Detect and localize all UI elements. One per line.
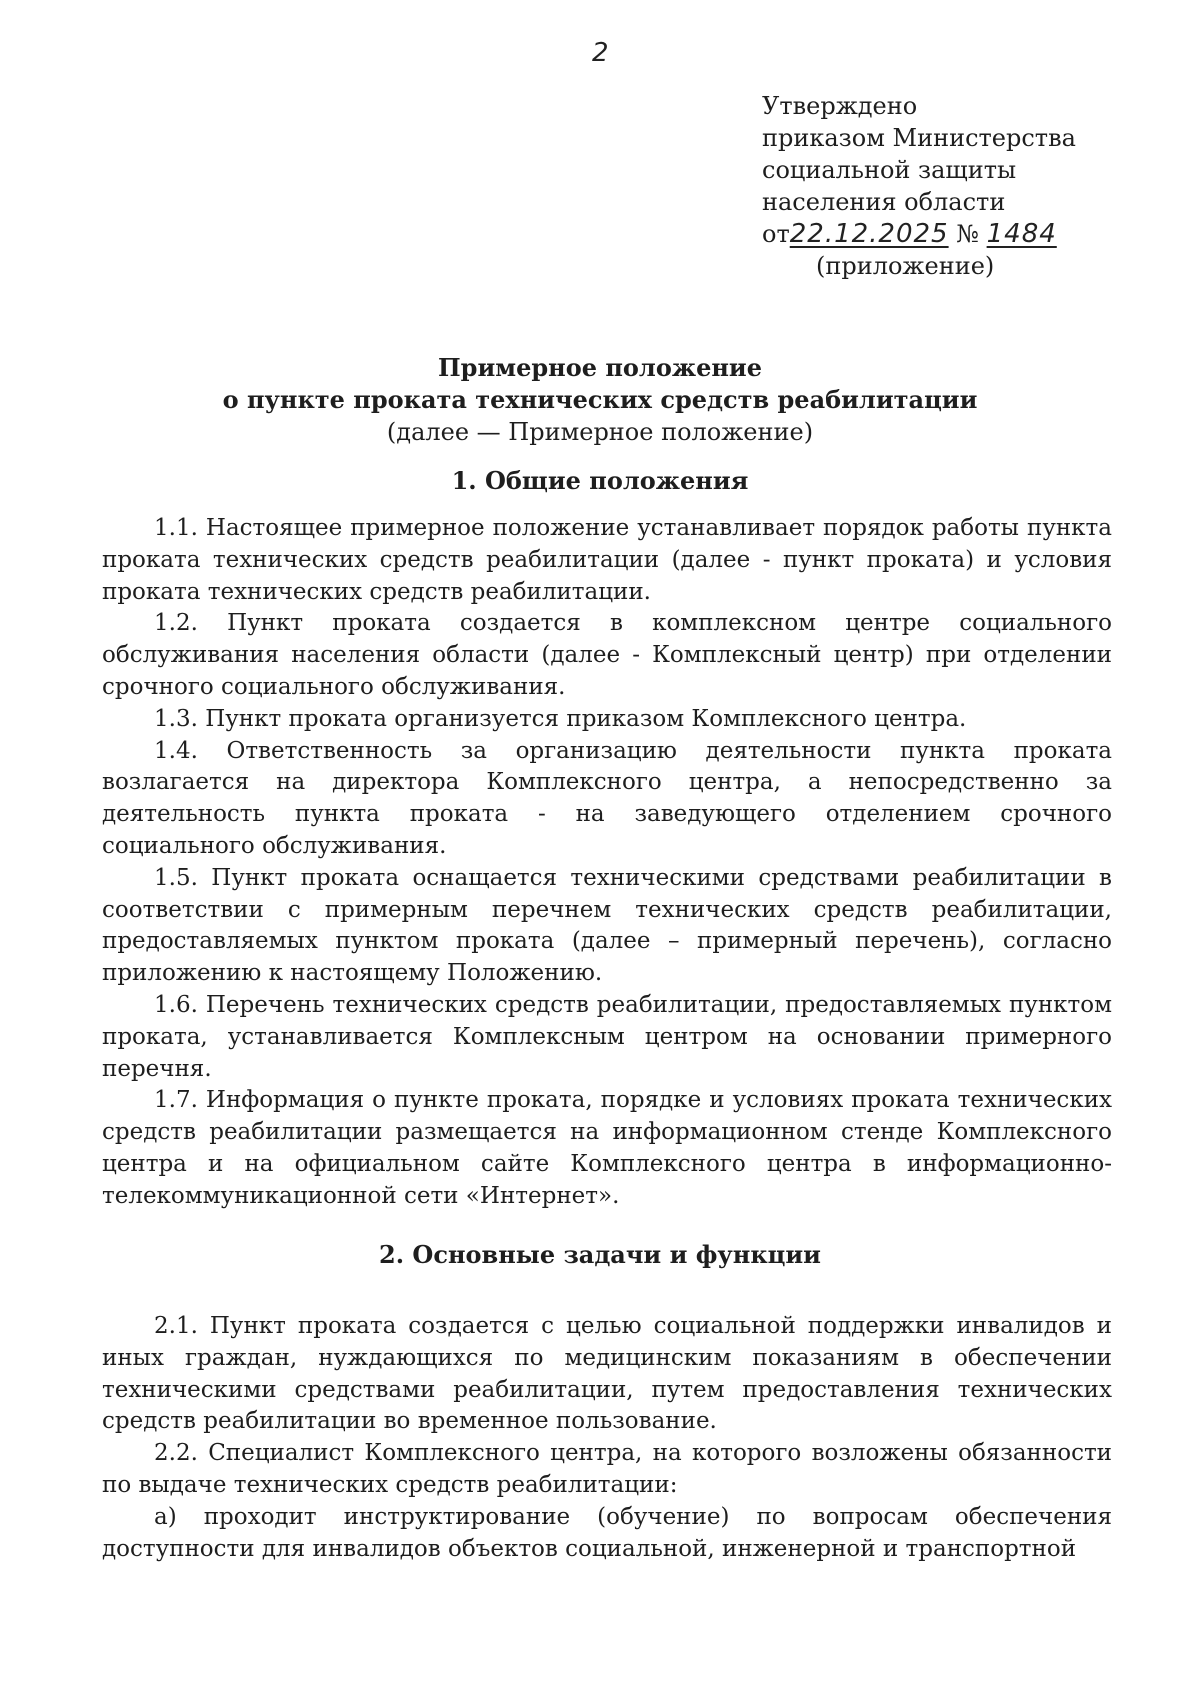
paragraph: 1.6. Перечень технических средств реабилитации, предоставляемых пунктом проката, устанавливается Комплексным центром на основании примерного перечня. <box>102 991 1112 1082</box>
from-label: от <box>762 220 790 248</box>
approval-line: приказом Министерства <box>762 124 1076 152</box>
paragraph: 1.1. Настоящее примерное положение устанавливает порядок работы пункта проката технических средств реабилитации (далее - пункт проката) и условия проката технических средств реабилитации. <box>102 515 1112 605</box>
approval-date-line <box>762 218 1076 250</box>
paragraph: а) проходит инструктирование (обучение) по вопросам обеспечения доступности для инвалидов объектов социальной, инженерной и транспортной <box>102 1503 1112 1562</box>
paragraph: 1.3. Пункт проката организуется приказом Комплексного центра. <box>154 705 967 732</box>
approval-block <box>762 90 1076 282</box>
handwritten-number: 1484 <box>986 219 1057 249</box>
number-label: № <box>956 220 979 248</box>
page-number: 2 <box>592 38 609 68</box>
section-1-heading: 1. Общие положения <box>451 466 749 495</box>
handwritten-date: 22.12.2025 <box>789 219 949 249</box>
paragraph: 1.4. Ответственность за организацию деятельности пункта проката возлагается на директора Комплексного центра, а непосредственно за деятельность пункта проката - на заведующего отделением срочного социального обслуживания. <box>102 737 1112 859</box>
section-2-body <box>102 1311 1112 1565</box>
document-title <box>0 352 1200 448</box>
paragraph: 1.7. Информация о пункте проката, порядке и условиях проката технических средств реабилитации размещается на информационном стенде Комплексного центра и на официальном сайте Комплексного центра в информационно-телекоммуникационной сети «Интернет». <box>102 1087 1112 1209</box>
paragraph: 1.5. Пункт проката оснащается техническими средствами реабилитации в соответствии с примерным перечнем технических средств реабилитации, предоставляемых пунктом проката (далее – примерный перечень), согласно приложению к настоящему Положению. <box>102 864 1112 987</box>
approval-line: социальной защиты <box>762 156 1017 184</box>
title-line: о пункте проката технических средств реабилитации <box>222 385 978 414</box>
paragraph: 1.2. Пункт проката создается в комплексном центре социального обслуживания населения области (далее - Комплексный центр) при отделении срочного социального обслуживания. <box>102 610 1112 700</box>
approval-line: Утверждено <box>762 92 918 120</box>
title-line: Примерное положение <box>438 353 762 382</box>
title-subtitle: (далее — Примерное положение) <box>386 418 814 446</box>
approval-line: населения области <box>762 188 1006 216</box>
annex-label: (приложение) <box>816 252 995 280</box>
section-1-body <box>102 513 1112 1213</box>
paragraph: 2.2. Специалист Комплексного центра, на которого возложены обязанности по выдаче технических средств реабилитации: <box>102 1440 1112 1498</box>
section-2-heading: 2. Основные задачи и функции <box>379 1240 821 1269</box>
paragraph: 2.1. Пункт проката создается с целью социальной поддержки инвалидов и иных граждан, нуждающихся по медицинским показаниям в обеспечении техническими средствами реабилитации, путем предоставления технических средств реабилитации во временное пользование. <box>102 1313 1112 1435</box>
